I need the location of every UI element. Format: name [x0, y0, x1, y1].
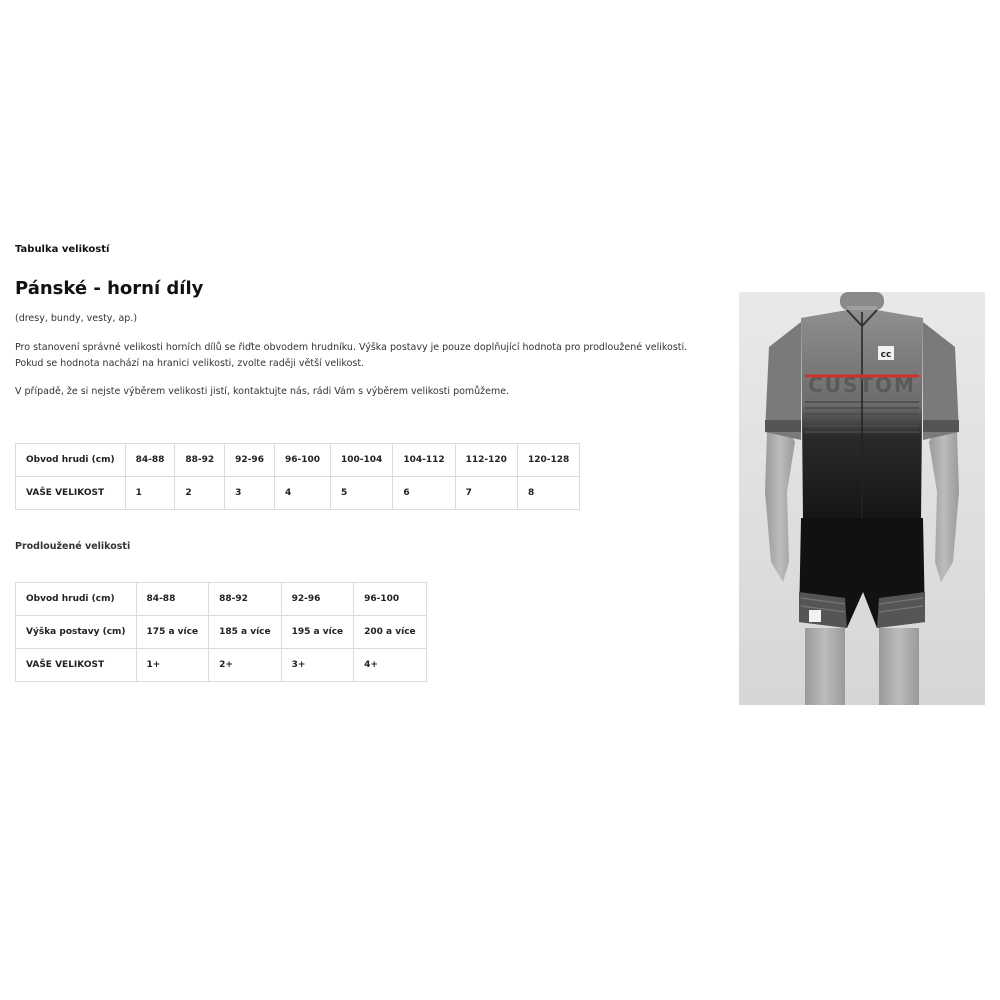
table-cell: 8 [517, 477, 579, 510]
contact-paragraph: V případě, že si nejste výběrem velikosti jistí, kontaktujte nás, rádi Vám s výběrem velikosti pomůžeme. [15, 386, 510, 397]
table-row [16, 583, 427, 616]
table-cell: 175 a více [136, 616, 209, 649]
table-cell: 96-100 [354, 583, 427, 616]
table-cell: 104-112 [393, 444, 455, 477]
subtitle: (dresy, bundy, vesty, ap.) [15, 313, 138, 324]
table-cell: 200 a více [354, 616, 427, 649]
row-label-size: VAŠE VELIKOST [16, 477, 126, 510]
table-cell: 2+ [209, 649, 282, 682]
extended-sizes-heading: Prodloužené velikosti [15, 541, 131, 552]
table-cell: 7 [455, 477, 517, 510]
table-cell: 100-104 [331, 444, 393, 477]
instructions-line-1: Pro stanovení správné velikosti horních dílů se řiďte obvodem hrudníku. Výška postavy je pouze doplňující hodnota pro prodloužené velikosti. [15, 342, 688, 353]
table-cell: 3 [225, 477, 275, 510]
table-cell: 112-120 [455, 444, 517, 477]
table-row [16, 444, 580, 477]
jersey-logo-text: cc [880, 350, 892, 360]
cyclist-photo [739, 292, 985, 705]
size-table-mens [15, 443, 580, 510]
instructions-paragraph [15, 340, 687, 372]
cyclist-illustration [739, 292, 985, 705]
row-label-height: Výška postavy (cm) [16, 616, 137, 649]
table-cell: 120-128 [517, 444, 579, 477]
table-cell: 92-96 [281, 583, 354, 616]
table-cell: 195 a více [281, 616, 354, 649]
table-cell: 88-92 [209, 583, 282, 616]
table-cell: 3+ [281, 649, 354, 682]
table-cell: 6 [393, 477, 455, 510]
table-row [16, 649, 427, 682]
jersey-print-text: CUSTOM [808, 373, 916, 397]
table-cell: 84-88 [125, 444, 175, 477]
table-cell: 4+ [354, 649, 427, 682]
table-cell: 1 [125, 477, 175, 510]
table-cell: 5 [331, 477, 393, 510]
table-cell: 185 a více [209, 616, 282, 649]
row-label-size: VAŠE VELIKOST [16, 649, 137, 682]
table-cell: 2 [175, 477, 225, 510]
section-title: Pánské - horní díly [15, 278, 204, 299]
table-cell: 1+ [136, 649, 209, 682]
table-row [16, 477, 580, 510]
table-cell: 88-92 [175, 444, 225, 477]
row-label-chest: Obvod hrudi (cm) [16, 444, 126, 477]
table-cell: 84-88 [136, 583, 209, 616]
instructions-line-2: Pokud se hodnota nachází na hranici velikosti, zvolte raději větší velikost. [15, 358, 365, 369]
table-cell: 4 [274, 477, 330, 510]
size-table-extended [15, 582, 427, 682]
page-heading: Tabulka velikostí [15, 244, 110, 255]
table-row [16, 616, 427, 649]
row-label-chest: Obvod hrudi (cm) [16, 583, 137, 616]
table-cell: 96-100 [274, 444, 330, 477]
table-cell: 92-96 [225, 444, 275, 477]
